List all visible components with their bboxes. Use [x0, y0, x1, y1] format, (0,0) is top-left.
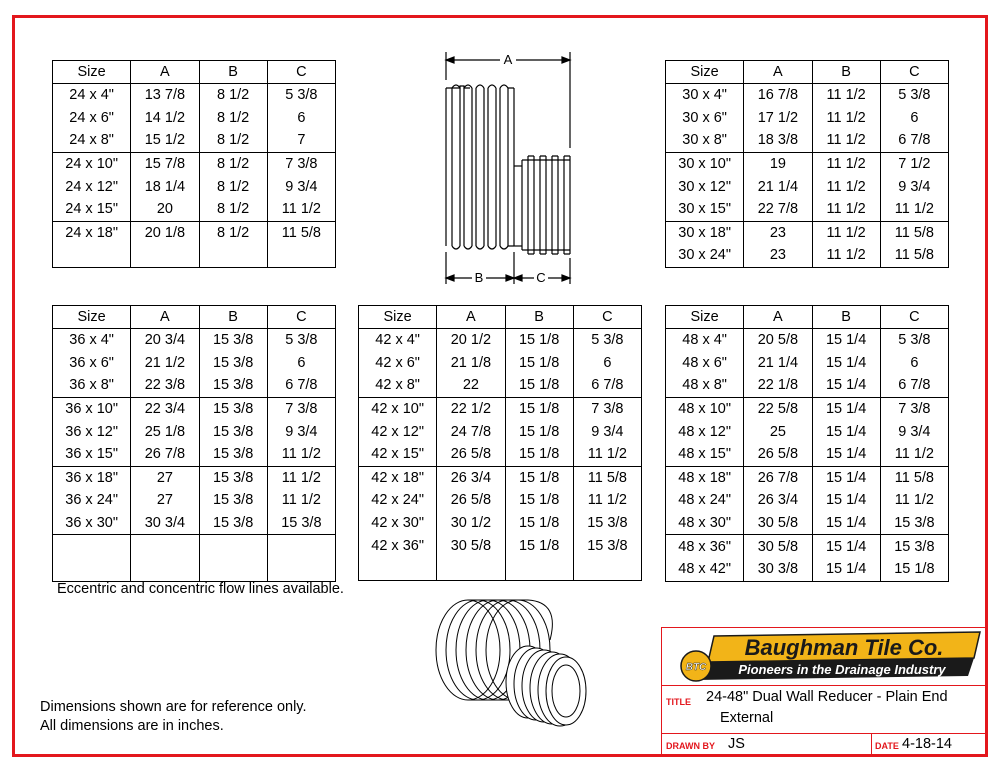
column-header: B	[199, 306, 267, 329]
table-row	[666, 512, 949, 535]
dimension-cell: 5 3/8	[267, 84, 335, 107]
table-row	[359, 374, 642, 397]
size-cell: 48 x 15"	[666, 443, 744, 466]
drawn-by-label: DRAWN BY	[666, 741, 715, 751]
size-cell: 36 x 12"	[53, 420, 131, 443]
dimension-cell: 11 1/2	[812, 244, 880, 267]
table-row	[53, 420, 336, 443]
size-cell: 36 x 30"	[53, 512, 131, 535]
dimension-cell: 6	[267, 352, 335, 375]
dim-b-label: B	[474, 270, 484, 285]
dimension-cell: 11 1/2	[812, 221, 880, 244]
size-cell: 48 x 24"	[666, 489, 744, 512]
size-cell	[53, 558, 131, 581]
size-cell: 24 x 18"	[53, 221, 131, 244]
dimension-cell: 11 5/8	[880, 466, 948, 489]
dimension-cell: 11 1/2	[880, 198, 948, 221]
dimension-cell: 24 7/8	[437, 420, 505, 443]
date-section	[872, 733, 987, 756]
reducer-isometric-view	[420, 590, 590, 740]
table-row	[666, 489, 949, 512]
column-header: A	[744, 61, 812, 84]
table-row	[359, 489, 642, 512]
title-label: TITLE	[666, 697, 691, 707]
table-row	[53, 175, 336, 198]
table-row	[53, 84, 336, 107]
table-row	[359, 397, 642, 420]
reducer-side-view	[430, 48, 590, 288]
dimension-cell: 6 7/8	[880, 129, 948, 152]
dimension-cell: 11 1/2	[573, 443, 641, 466]
table-row	[53, 535, 336, 558]
column-header: B	[505, 306, 573, 329]
dimension-cell: 22 1/8	[744, 374, 812, 397]
dimension-cell: 15 1/8	[505, 443, 573, 466]
dimension-cell: 26 7/8	[744, 466, 812, 489]
size-cell: 42 x 10"	[359, 397, 437, 420]
dimension-cell: 15 3/8	[199, 329, 267, 352]
dimension-cell: 25	[744, 420, 812, 443]
dimension-cell: 15 1/8	[505, 374, 573, 397]
column-header: C	[267, 306, 335, 329]
dimension-cell: 21 1/4	[744, 352, 812, 375]
drawn-by-section	[662, 733, 872, 756]
table-row	[666, 84, 949, 107]
table-row	[666, 374, 949, 397]
company-name: Baughman Tile Co.	[744, 635, 944, 660]
size-cell: 48 x 6"	[666, 352, 744, 375]
dimension-cell: 27	[131, 466, 199, 489]
table-row	[359, 443, 642, 466]
dimension-cell: 15 1/4	[812, 397, 880, 420]
small-corrugations	[522, 156, 570, 254]
size-cell: 42 x 4"	[359, 329, 437, 352]
column-header: A	[437, 306, 505, 329]
size-cell: 36 x 6"	[53, 352, 131, 375]
size-cell: 30 x 6"	[666, 107, 744, 130]
dimension-cell: 15 1/8	[505, 420, 573, 443]
table-row	[666, 558, 949, 581]
size-cell: 30 x 10"	[666, 152, 744, 175]
size-cell: 30 x 12"	[666, 175, 744, 198]
dimension-cell: 20 3/4	[131, 329, 199, 352]
dimension-cell: 15 1/4	[812, 329, 880, 352]
dimension-cell	[131, 244, 199, 267]
table-row	[666, 107, 949, 130]
dimension-cell: 26 3/4	[437, 466, 505, 489]
units-note: All dimensions are in inches.	[40, 718, 224, 734]
size-cell	[359, 557, 437, 580]
table-row	[666, 221, 949, 244]
dimension-cell: 11 5/8	[880, 244, 948, 267]
dimension-cell: 7 1/2	[880, 152, 948, 175]
size-cell: 30 x 24"	[666, 244, 744, 267]
dimension-cell: 26 5/8	[744, 443, 812, 466]
dimension-cell: 15 3/8	[267, 512, 335, 535]
table-row	[53, 352, 336, 375]
dimension-cell: 11 1/2	[812, 175, 880, 198]
dimension-cell: 19	[744, 152, 812, 175]
table-row	[666, 535, 949, 558]
dimension-cell: 30 5/8	[744, 535, 812, 558]
table-row	[53, 198, 336, 221]
dimension-cell: 9 3/4	[267, 420, 335, 443]
size-cell: 24 x 10"	[53, 152, 131, 175]
size-cell: 42 x 15"	[359, 443, 437, 466]
dimension-cell: 18 3/8	[744, 129, 812, 152]
dimension-cell: 8 1/2	[199, 198, 267, 221]
table-row	[53, 443, 336, 466]
dimension-cell: 5 3/8	[573, 329, 641, 352]
dimension-cell: 23	[744, 244, 812, 267]
table-row	[359, 420, 642, 443]
dimension-cell: 11 5/8	[880, 221, 948, 244]
size-cell: 42 x 18"	[359, 466, 437, 489]
dimension-cell: 20 1/2	[437, 329, 505, 352]
size-cell: 48 x 10"	[666, 397, 744, 420]
dimension-cell: 27	[131, 489, 199, 512]
size-cell: 30 x 15"	[666, 198, 744, 221]
dimension-cell: 15 1/4	[812, 489, 880, 512]
large-corrugations	[452, 85, 514, 249]
dimension-cell: 6	[267, 107, 335, 130]
dimension-cell: 26 7/8	[131, 443, 199, 466]
table-42in	[358, 305, 642, 581]
dimension-cell: 6	[880, 352, 948, 375]
size-cell: 48 x 30"	[666, 512, 744, 535]
dimension-cell: 15 1/4	[812, 512, 880, 535]
dimension-cell	[199, 244, 267, 267]
dimension-cell	[131, 558, 199, 581]
dimension-cell: 15 1/8	[505, 397, 573, 420]
dimension-cell: 7 3/8	[573, 397, 641, 420]
dimension-cell: 15 1/8	[505, 466, 573, 489]
table-row	[359, 329, 642, 352]
table-row	[53, 374, 336, 397]
table-row	[53, 512, 336, 535]
dimension-cell: 15 1/4	[812, 352, 880, 375]
size-cell: 36 x 8"	[53, 374, 131, 397]
table-row	[359, 534, 642, 557]
dimension-cell: 26 3/4	[744, 489, 812, 512]
dimension-cell: 11 1/2	[267, 443, 335, 466]
reference-note: Dimensions shown are for reference only.	[40, 699, 307, 715]
dimension-cell: 30 1/2	[437, 512, 505, 535]
dimension-cell: 15 3/8	[199, 374, 267, 397]
dimension-cell	[505, 557, 573, 580]
size-cell: 42 x 12"	[359, 420, 437, 443]
column-header: B	[199, 61, 267, 84]
dimension-cell: 11 1/2	[812, 129, 880, 152]
table-row	[53, 558, 336, 581]
dimension-cell: 20 5/8	[744, 329, 812, 352]
table-row	[53, 107, 336, 130]
table-row	[359, 352, 642, 375]
size-cell: 24 x 6"	[53, 107, 131, 130]
dimension-cell: 11 1/2	[812, 84, 880, 107]
table-row	[666, 420, 949, 443]
dimension-cell: 20	[131, 198, 199, 221]
title-section	[662, 685, 987, 734]
dimension-cell: 15 1/8	[880, 558, 948, 581]
size-cell: 24 x 15"	[53, 198, 131, 221]
dimension-cell: 15 3/8	[199, 489, 267, 512]
size-cell: 48 x 4"	[666, 329, 744, 352]
column-header: B	[812, 61, 880, 84]
column-header: A	[744, 306, 812, 329]
column-header: Size	[359, 306, 437, 329]
dimension-cell: 21 1/4	[744, 175, 812, 198]
dimension-cell: 15 3/8	[199, 420, 267, 443]
dimension-cell: 15 3/8	[880, 535, 948, 558]
size-cell: 30 x 4"	[666, 84, 744, 107]
dimension-cell: 6	[880, 107, 948, 130]
dimension-cell: 15 3/8	[199, 512, 267, 535]
drawing-subtitle: External	[720, 710, 774, 726]
size-cell: 36 x 10"	[53, 397, 131, 420]
dimension-cell: 11 1/2	[880, 443, 948, 466]
size-cell: 48 x 42"	[666, 558, 744, 581]
dimension-cell: 15 3/8	[573, 534, 641, 557]
table-row	[666, 175, 949, 198]
dimension-cell: 8 1/2	[199, 152, 267, 175]
size-cell: 36 x 24"	[53, 489, 131, 512]
table-row	[666, 466, 949, 489]
dimension-cell: 15 1/4	[812, 420, 880, 443]
dimension-cell: 22 3/8	[131, 374, 199, 397]
dimension-cell: 6	[573, 352, 641, 375]
dimension-cell: 7 3/8	[880, 397, 948, 420]
dimension-cell: 20 1/8	[131, 221, 199, 244]
dimension-cell: 7	[267, 129, 335, 152]
dimension-cell	[267, 244, 335, 267]
date-value: 4-18-14	[902, 736, 952, 752]
size-cell: 36 x 15"	[53, 443, 131, 466]
column-header: B	[812, 306, 880, 329]
dimension-cell: 5 3/8	[880, 84, 948, 107]
dimension-cell	[573, 557, 641, 580]
dimension-cell: 11 1/2	[267, 489, 335, 512]
dimension-cell: 15 1/4	[812, 558, 880, 581]
table-row	[666, 352, 949, 375]
dimension-cell: 15 1/4	[812, 443, 880, 466]
column-header: C	[267, 61, 335, 84]
dimension-cell: 9 3/4	[573, 420, 641, 443]
dimension-cell: 15 1/8	[505, 352, 573, 375]
dimension-cell	[267, 558, 335, 581]
dimension-cell: 15 1/8	[505, 489, 573, 512]
table-24in	[52, 60, 336, 268]
size-cell: 48 x 36"	[666, 535, 744, 558]
dimension-cell: 17 1/2	[744, 107, 812, 130]
dimension-cell: 15 3/8	[199, 466, 267, 489]
table-row	[666, 244, 949, 267]
table-row	[359, 512, 642, 535]
dimension-cell: 11 1/2	[880, 489, 948, 512]
table-row	[666, 443, 949, 466]
size-cell: 42 x 8"	[359, 374, 437, 397]
dimension-cell: 23	[744, 221, 812, 244]
table-row	[53, 489, 336, 512]
dimension-cell: 7 3/8	[267, 397, 335, 420]
dimension-cell: 22 3/4	[131, 397, 199, 420]
size-cell	[53, 535, 131, 558]
table-row	[53, 244, 336, 267]
dimension-cell: 25 1/8	[131, 420, 199, 443]
table-row	[666, 129, 949, 152]
table-36in	[52, 305, 336, 582]
dim-c-label: C	[536, 270, 546, 285]
size-cell: 42 x 36"	[359, 534, 437, 557]
dimension-cell: 8 1/2	[199, 129, 267, 152]
dimension-cell: 26 5/8	[437, 489, 505, 512]
dimension-cell: 22 7/8	[744, 198, 812, 221]
dimension-cell: 26 5/8	[437, 443, 505, 466]
dimension-cell: 15 3/8	[199, 397, 267, 420]
size-cell: 42 x 24"	[359, 489, 437, 512]
dimension-cell: 15 3/8	[199, 443, 267, 466]
size-cell: 24 x 4"	[53, 84, 131, 107]
dimension-cell: 15 3/8	[573, 512, 641, 535]
column-header: Size	[53, 61, 131, 84]
table-row	[666, 198, 949, 221]
size-cell: 48 x 18"	[666, 466, 744, 489]
dimension-cell: 15 3/8	[199, 352, 267, 375]
dimension-cell: 30 5/8	[437, 534, 505, 557]
flow-lines-note: Eccentric and concentric flow lines available.	[57, 581, 344, 597]
dimension-cell: 22	[437, 374, 505, 397]
size-cell: 30 x 18"	[666, 221, 744, 244]
dimension-cell: 6 7/8	[880, 374, 948, 397]
column-header: Size	[53, 306, 131, 329]
dimension-cell: 22 5/8	[744, 397, 812, 420]
dimension-cell: 13 7/8	[131, 84, 199, 107]
dimension-cell: 15 1/8	[505, 512, 573, 535]
column-header: A	[131, 306, 199, 329]
table-row	[53, 129, 336, 152]
table-row	[359, 557, 642, 580]
dimension-cell: 5 3/8	[880, 329, 948, 352]
dimension-cell	[199, 535, 267, 558]
dimension-cell: 9 3/4	[880, 175, 948, 198]
dimension-cell: 22 1/2	[437, 397, 505, 420]
dimension-cell: 16 7/8	[744, 84, 812, 107]
table-row	[666, 397, 949, 420]
dimension-cell: 30 3/4	[131, 512, 199, 535]
dimension-cell: 9 3/4	[880, 420, 948, 443]
dimension-cell: 15 3/8	[880, 512, 948, 535]
size-cell: 42 x 6"	[359, 352, 437, 375]
column-header: C	[573, 306, 641, 329]
column-header: A	[131, 61, 199, 84]
dimension-cell: 15 1/2	[131, 129, 199, 152]
dimension-cell: 6 7/8	[267, 374, 335, 397]
dimension-cell: 6 7/8	[573, 374, 641, 397]
dimension-cell: 21 1/8	[437, 352, 505, 375]
dimension-cell: 11 1/2	[267, 466, 335, 489]
dimension-cell: 8 1/2	[199, 107, 267, 130]
dimension-cell	[437, 557, 505, 580]
table-30in	[665, 60, 949, 268]
dimension-cell	[267, 535, 335, 558]
table-row	[666, 329, 949, 352]
drawing-title: 24-48" Dual Wall Reducer - Plain End	[706, 689, 948, 705]
table-row	[359, 466, 642, 489]
table-row	[53, 221, 336, 244]
dimension-cell: 15 1/8	[505, 329, 573, 352]
dimension-cell: 11 1/2	[573, 489, 641, 512]
size-cell: 36 x 18"	[53, 466, 131, 489]
dimension-cell: 21 1/2	[131, 352, 199, 375]
dimension-cell: 11 1/2	[812, 152, 880, 175]
size-cell	[53, 244, 131, 267]
dimension-cell: 5 3/8	[267, 329, 335, 352]
title-block	[661, 627, 986, 755]
table-row	[53, 152, 336, 175]
drawn-by-value: JS	[728, 736, 745, 752]
dimension-cell: 11 1/2	[812, 198, 880, 221]
column-header: Size	[666, 61, 744, 84]
dimension-cell: 11 5/8	[267, 221, 335, 244]
dimension-cell: 9 3/4	[267, 175, 335, 198]
dimension-cell: 30 5/8	[744, 512, 812, 535]
table-48in	[665, 305, 949, 582]
dimension-cell: 11 1/2	[267, 198, 335, 221]
company-logo	[662, 628, 987, 686]
date-label: DATE	[875, 741, 899, 751]
dimension-cell	[199, 558, 267, 581]
size-cell: 48 x 12"	[666, 420, 744, 443]
dimension-cell: 18 1/4	[131, 175, 199, 198]
dimension-cell	[131, 535, 199, 558]
size-cell: 24 x 8"	[53, 129, 131, 152]
size-cell: 30 x 8"	[666, 129, 744, 152]
dimension-cell: 11 1/2	[812, 107, 880, 130]
size-cell: 24 x 12"	[53, 175, 131, 198]
dimension-cell: 8 1/2	[199, 175, 267, 198]
dim-a-label: A	[503, 52, 513, 67]
dimension-cell: 15 1/4	[812, 535, 880, 558]
dimension-cell: 15 7/8	[131, 152, 199, 175]
table-row	[53, 397, 336, 420]
column-header: C	[880, 61, 948, 84]
size-cell: 48 x 8"	[666, 374, 744, 397]
column-header: Size	[666, 306, 744, 329]
table-row	[53, 329, 336, 352]
dimension-cell: 15 1/4	[812, 466, 880, 489]
dimension-cell: 8 1/2	[199, 84, 267, 107]
dimension-cell: 11 5/8	[573, 466, 641, 489]
btc-badge: BTC	[685, 662, 707, 673]
dimension-cell: 30 3/8	[744, 558, 812, 581]
dimension-cell: 14 1/2	[131, 107, 199, 130]
table-row	[53, 466, 336, 489]
dimension-cell: 8 1/2	[199, 221, 267, 244]
table-row	[666, 152, 949, 175]
size-cell: 42 x 30"	[359, 512, 437, 535]
company-tagline: Pioneers in the Drainage Industry	[738, 662, 946, 677]
dimension-cell: 15 1/8	[505, 534, 573, 557]
size-cell: 36 x 4"	[53, 329, 131, 352]
column-header: C	[880, 306, 948, 329]
dimension-cell: 15 1/4	[812, 374, 880, 397]
dimension-cell: 7 3/8	[267, 152, 335, 175]
